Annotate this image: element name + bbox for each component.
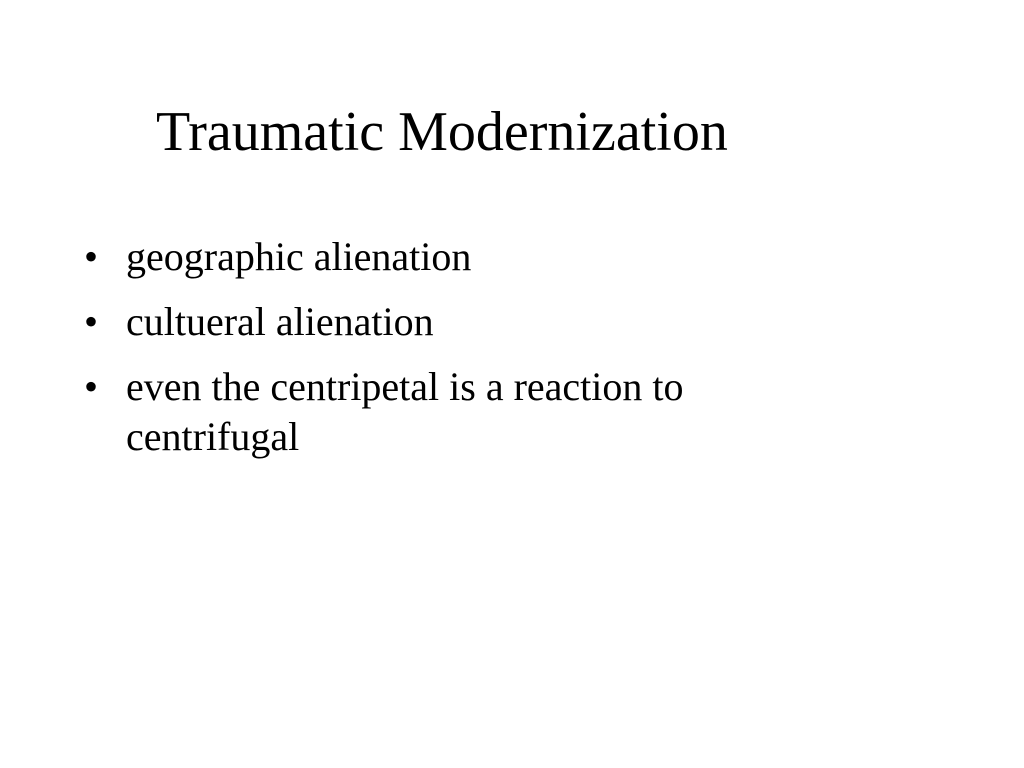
bullet-icon: •	[84, 364, 99, 409]
slide-title: Traumatic Modernization	[156, 101, 728, 163]
bullet-item	[84, 297, 804, 347]
bullet-text: cultueral alienation	[126, 299, 434, 344]
bullet-icon: •	[84, 234, 99, 279]
bullet-text: even the centripetal is a reaction to centrifugal	[126, 364, 684, 459]
bullet-item	[84, 362, 804, 462]
bullet-item	[84, 232, 804, 282]
bullet-text: geographic alienation	[126, 234, 472, 279]
bullet-list	[84, 232, 804, 477]
bullet-icon: •	[84, 299, 99, 344]
